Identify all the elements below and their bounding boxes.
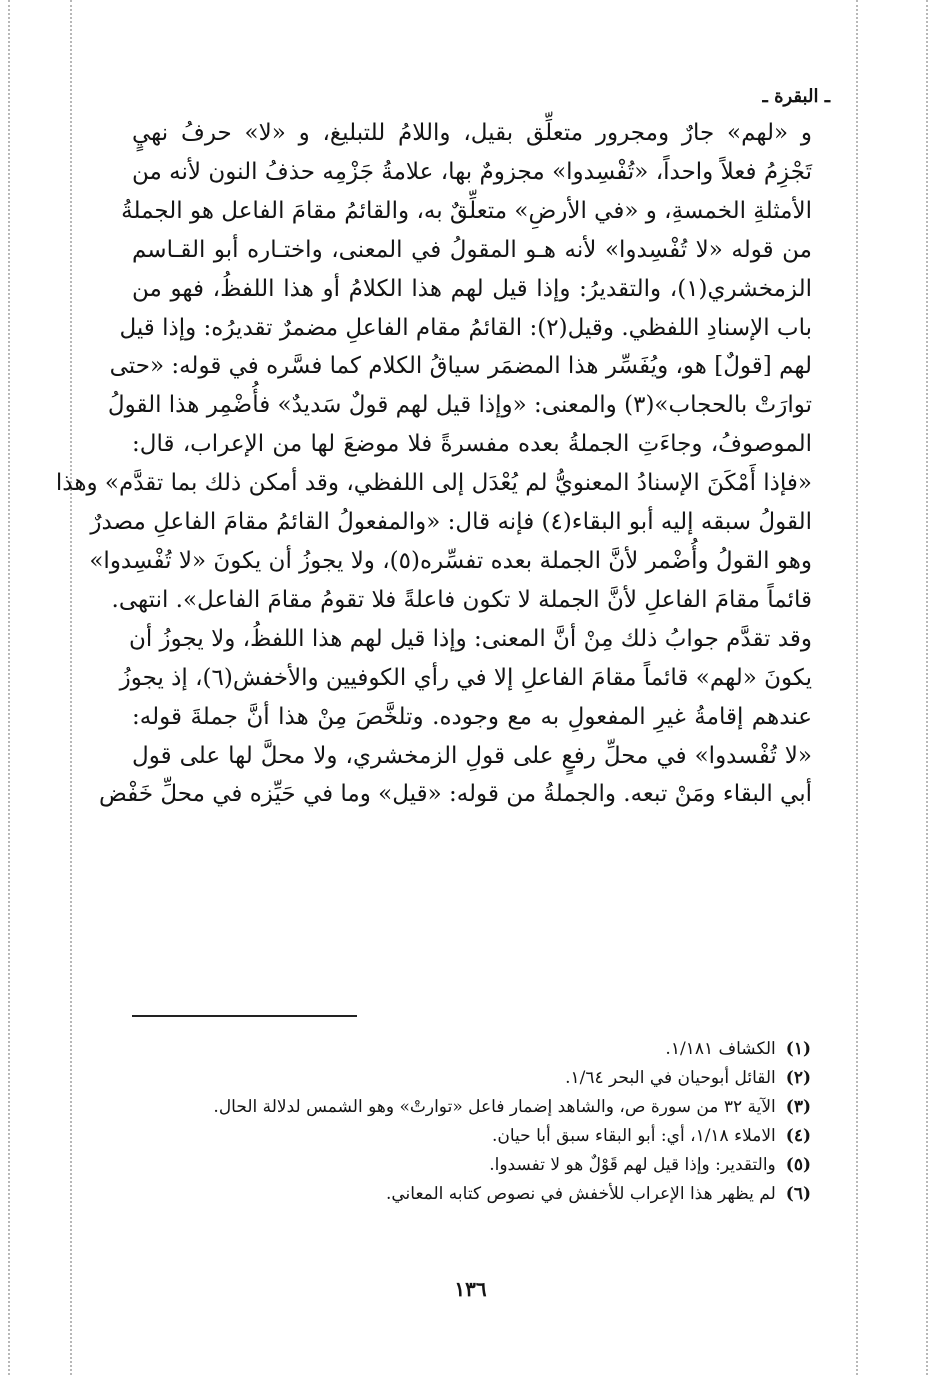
footnote-number: (٣) [785, 1097, 811, 1117]
body-line: الموصوفُ، وجاءَتِ الجملةُ بعده مفسرةً فلا موضعَ لها من الإعراب، قال: [132, 431, 812, 458]
body-line: الزمخشري(١)، والتقديرُ: وإذا قيل لهم هذا الكلامُ أو هذا اللفظُ، فهو من [132, 275, 812, 302]
page-number: ١٣٦ [454, 1277, 487, 1301]
body-line: وقد تقدَّم جوابُ ذلك مِنْ أنَّ المعنى: وإذا قيل لهم هذا اللفظُ، ولا يجوزُ أن [128, 625, 812, 652]
scan-dotted-line-right-outer [926, 0, 928, 1375]
body-line: توارَتْ بالحجاب»(٣) والمعنى: «وإذا قيل لهم قولٌ سَديدٌ» فأُضْمِر هذا القولُ [107, 392, 812, 419]
footnote-2 [121, 1064, 811, 1093]
body-line: الأمثلةِ الخمسةِ، و «في الأرضِ» متعلِّقٌ به، والقائمُ مقامَ الفاعل هو الجملةُ [121, 197, 812, 224]
running-head: ـ البقرة ـ [762, 86, 830, 107]
body-line: و «لهم» جارٌ ومجرور متعلِّق بقيل، واللامُ للتبليغ، و «لا» حرفُ نهيٍ [132, 120, 812, 146]
body-line: «فإذا أَمْكَنَ الإسنادُ المعنويُّ لم يُعْدَل إلى اللفظي، وقد أمكن ذلك بما تقدَّم» وهذا [55, 470, 812, 497]
body-line: لهم [قولٌ] هو، ويُفَسِّر هذا المضمَر سياقُ الكلام كما فسَّره في قوله: «حتى [109, 353, 812, 380]
footnote-4 [121, 1122, 811, 1151]
body-line: وهو القولُ وأُضْمر لأنَّ الجملة بعده تفسِّره(٥)، ولا يجوزُ أن يكونَ «لا تُفْسِدوا» [89, 547, 812, 574]
footnote-5 [121, 1151, 811, 1180]
footnotes [121, 1035, 811, 1209]
footnote-6 [121, 1180, 811, 1209]
footnote-number: (٤) [785, 1126, 811, 1146]
body-line: تَجْزِمُ فعلاً واحداً، «تُفْسِدوا» مجزومٌ بها، علامةُ جَزْمِه حذفُ النون لأنه من [132, 158, 812, 185]
scan-dotted-line-left-inner [70, 0, 72, 1375]
footnote-1 [121, 1035, 811, 1064]
footnote-text: لم يظهر هذا الإعراب للأخفش في نصوص كتابه المعاني. [385, 1184, 776, 1204]
footnote-number: (٦) [785, 1184, 811, 1204]
body-line: قائماً مقامَ الفاعلِ لأنَّ الجملة لا تكون فاعلةً فلا تقومُ مقامَ الفاعل». انتهى. [111, 586, 812, 613]
body-line: «لا تُفْسدوا» في محلِّ رفعٍ على قولِ الزمخشري، ولا محلَّ لها على قول [132, 742, 812, 769]
footnote-text: الكشاف ١/١٨١. [665, 1039, 776, 1059]
page-content [55, 80, 830, 814]
footnote-number: (٢) [785, 1068, 811, 1088]
body-line: يكونَ «لهم» قائماً مقامَ الفاعلِ إلا في رأي الكوفيين والأخفش(٦)، إذ يجوزُ [119, 664, 812, 691]
scan-dotted-line-right-inner [856, 0, 858, 1375]
footnote-separator-rule [132, 1015, 357, 1017]
body-line: عندهم إقامةُ غيرِ المفعولِ به مع وجوده. وتلخَّصَ مِنْ هذا أنَّ جملةَ قوله: [132, 703, 812, 730]
footnote-text: الآية ٣٢ من سورة ص، والشاهد إضمار فاعل «توارتْ» وهو الشمس لدلالة الحال. [213, 1097, 776, 1117]
body-line: القولُ سبقه إليه أبو البقاء(٤) فإنه قال: «والمفعولُ القائمُ مقامَ الفاعلِ مصدرٌ [90, 509, 812, 536]
footnote-text: الاملاء ١/١٨، أي: أبو البقاء سبق أبا حيان. [491, 1126, 776, 1146]
footnote-number: (١) [785, 1039, 811, 1059]
scan-dotted-line-left-outer [8, 0, 10, 1375]
body-line: باب الإسنادِ اللفظي. وقيل(٢): القائمُ مقام الفاعلِ مضمرٌ تقديرُه: وإذا قيل [119, 314, 812, 341]
footnote-text: القائل أبوحيان في البحر ١/٦٤. [565, 1068, 776, 1088]
footnote-text: والتقدير: وإذا قيل لهم قَوْلٌ هو لا تفسدوا. [489, 1155, 776, 1175]
footnote-3 [121, 1093, 811, 1122]
footnote-number: (٥) [785, 1155, 811, 1175]
body-text [55, 114, 812, 814]
body-line: أبي البقاء ومَنْ تبعه. والجملةُ من قوله: «قيل» وما في حَيِّزه في محلِّ خَفْض [99, 781, 812, 808]
body-line: من قوله «لا تُفْسِدوا» لأنه هـو المقولُ في المعنى، واختـاره أبو القـاسم [132, 236, 812, 263]
